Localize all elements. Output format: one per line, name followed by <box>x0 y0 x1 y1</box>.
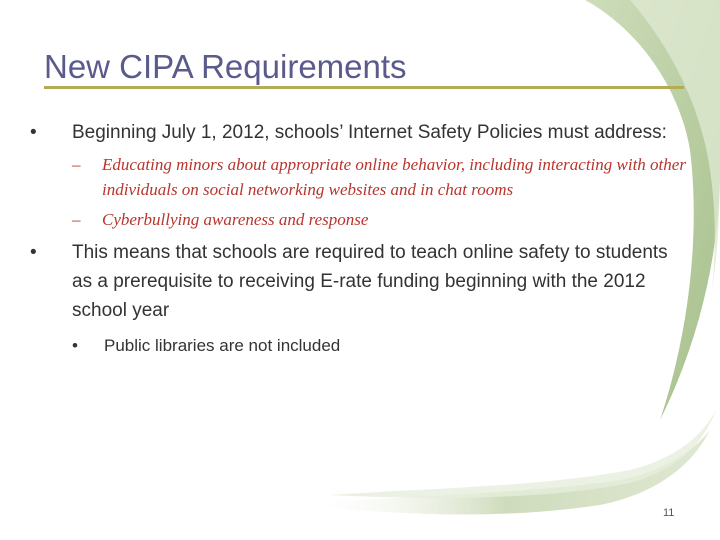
sub-bullet-text: Cyberbullying awareness and response <box>102 210 369 229</box>
bullet-dot-icon: • <box>30 242 37 263</box>
sub-bullet-item <box>72 152 690 202</box>
bullet-text: This means that schools are required to teach online safety to students as a prerequisite to receiving E-rate funding beginning with the 2012 school year <box>72 242 668 321</box>
dash-icon: – <box>72 210 81 229</box>
bullet-text: Beginning July 1, 2012, schools’ Internet Safety Policies must address: <box>72 122 667 143</box>
sub-bullet-text: Educating minors about appropriate online behavior, including interacting with other individuals on social networking websites and in chat rooms <box>102 155 686 199</box>
bullet-item <box>30 118 690 147</box>
bullet-item <box>30 238 690 325</box>
slide-body <box>30 118 690 359</box>
sub-bullet-item <box>72 207 690 232</box>
bullet-dot-icon: • <box>30 122 37 143</box>
bottom-swoosh-thin <box>330 410 716 498</box>
title-underline <box>44 86 684 89</box>
bullet-dot-icon: • <box>72 336 78 355</box>
sub-bullet-item <box>72 333 690 359</box>
dash-icon: – <box>72 155 81 174</box>
sub-bullet-text: Public libraries are not included <box>104 336 341 355</box>
page-number: 11 <box>663 507 675 519</box>
page-title: New CIPA Requirements <box>44 48 407 85</box>
